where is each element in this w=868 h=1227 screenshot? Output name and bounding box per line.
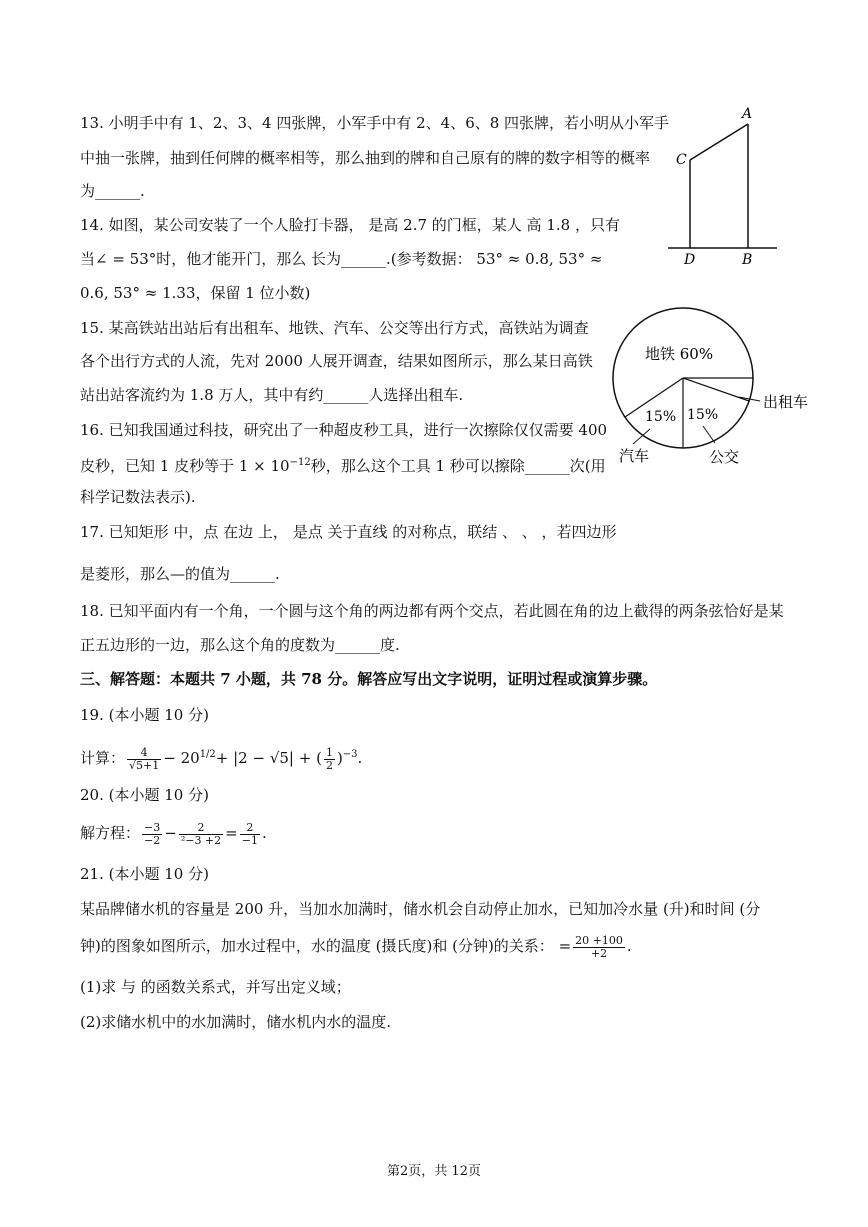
pie-label-subway: 地铁 60%: [645, 345, 714, 363]
section-3-heading: 三、解答题：本题共 7 小题，共 78 分。解答应写出文字说明，证明过程或演算步骤。: [80, 670, 658, 688]
pie-label-bus: 公交: [709, 448, 740, 466]
q16-exponent: −12: [289, 457, 311, 468]
pie-label-taxi: 出租车: [763, 393, 809, 411]
q20-op2: =: [225, 824, 238, 842]
q21-fraction: $\frac{20 +100}{+2}$: [575, 933, 623, 960]
label-b: B: [742, 252, 753, 268]
q20-end: .: [261, 824, 267, 842]
car-leader: [633, 429, 650, 444]
q18-line2: 正五边形的一边，那么这个角的度数为______度.: [80, 636, 400, 654]
q18-line1: 18. 已知平面内有一个角，一个圆与这个角的两边都有两个交点，若此圆在角的边上截得的两条弦恰好是某: [80, 602, 784, 620]
pie-label-car-pct: 15%: [645, 409, 677, 425]
q20-lead: 解方程：: [80, 824, 141, 842]
q13-line2: 中抽一张牌，抽到任何牌的概率相等，那么抽到的牌和自己原有的牌的数字相等的概率: [80, 149, 651, 167]
q16-line2: [80, 453, 606, 476]
q17-line1: 17. 已知矩形 中，点 在边 上， 是点 关于直线 的对称点，联结 、 、 ，若四边形: [80, 523, 617, 541]
q13-line1: 13. 小明手中有 1、2、3、4 四张牌，小军手中有 2、4、6、8 四张牌，若小明从小军手: [80, 114, 670, 132]
q19-tail: ): [336, 749, 343, 767]
q16-line3: 科学记数法表示).: [80, 488, 196, 506]
q19-lead: 计算：: [80, 749, 126, 767]
q19-exp1: 1/2: [199, 749, 216, 760]
q19-exp2: −3: [342, 749, 358, 760]
q16-line2-a: 皮秒，已知 1 皮秒等于 1 × 10: [80, 457, 290, 475]
q21-line1: 某品牌储水机的容量是 200 升，当加水加满时，储水机会自动停止加水，已知加冷水量 (升)和时间 (分: [80, 900, 761, 918]
q20-heading: 20. (本小题 10 分): [80, 786, 209, 804]
q17-line2: 是菱形，那么—的值为______.: [80, 565, 280, 583]
bus-leader: [703, 426, 715, 443]
q21-part2: (2)求储水机中的水加满时，储水机内水的温度.: [80, 1013, 392, 1031]
q19-end: .: [357, 749, 363, 767]
q13-line3: 为______.: [80, 182, 145, 200]
label-c: C: [676, 152, 687, 168]
q15-line2: 各个出行方式的人流，先对 2000 人展开调查，结果如图所示，那么某日高铁: [80, 352, 593, 370]
q19-fraction-1: $\frac{4}{√5+1}$: [129, 745, 160, 772]
q19-fraction-2: $\frac{1}{2}$: [325, 745, 333, 772]
q21-line2: [80, 932, 632, 960]
q19-heading: 19. (本小题 10 分): [80, 706, 209, 724]
page-footer: 第2页，共 12页: [387, 1164, 481, 1179]
q20-op1: −: [164, 824, 177, 842]
q21-part1: (1)求 与 的函数关系式，并写出定义域；: [80, 978, 351, 996]
q19-mid2: + |2 − √5| + (: [215, 749, 322, 767]
q21-line2-end: .: [626, 937, 632, 955]
q21-line2-a: 钟)的图象如图所示，加水过程中，水的温度 (摄氏度)和 (分钟)的关系： =: [80, 937, 572, 955]
q14-line3: 0.6, 53° ≈ 1.33，保留 1 位小数): [80, 284, 311, 302]
pie-label-car: 汽车: [619, 447, 650, 465]
q21-heading: 21. (本小题 10 分): [80, 865, 209, 883]
q20-fraction-2: $\frac{2}{\text{²−3 +2}}$: [180, 820, 222, 847]
pie-divider-taxi-bus: [683, 378, 749, 401]
label-a: A: [742, 106, 753, 122]
q19-mid1: − 20: [163, 749, 200, 767]
pie-label-bus-pct: 15%: [687, 407, 719, 423]
q20-equation: [80, 818, 267, 848]
q14-line2: 当∠ = 53°时，他才能开门，那么 长为______.(参考数据： 53° ≈ 0.8, 53° ≈: [80, 250, 603, 268]
q16-line2-b: 秒，那么这个工具 1 秒可以擦除______次(用: [310, 457, 606, 475]
q19-expression: [80, 740, 362, 773]
q15-line1: 15. 某高铁站出站后有出租车、地铁、汽车、公交等出行方式，高铁站为调查: [80, 319, 589, 337]
q20-fraction-3: $\frac{2}{-1}$: [241, 820, 258, 847]
q14-line1: 14. 如图，某公司安装了一个人脸打卡器， 是高 2.7 的门框，某人 高 1.8 ，只有: [80, 216, 620, 234]
pie-chart: [605, 303, 845, 473]
label-d: D: [684, 252, 696, 268]
door-frame-figure: [660, 100, 780, 270]
q16-line1: 16. 已知我国通过科技，研究出了一种超皮秒工具，进行一次擦除仅仅需要 400: [80, 421, 608, 439]
q15-line3: 站出站客流约为 1.8 万人，其中有约______人选择出租车.: [80, 386, 464, 404]
q20-fraction-1: $\frac{-3}{-2}$: [144, 820, 161, 847]
